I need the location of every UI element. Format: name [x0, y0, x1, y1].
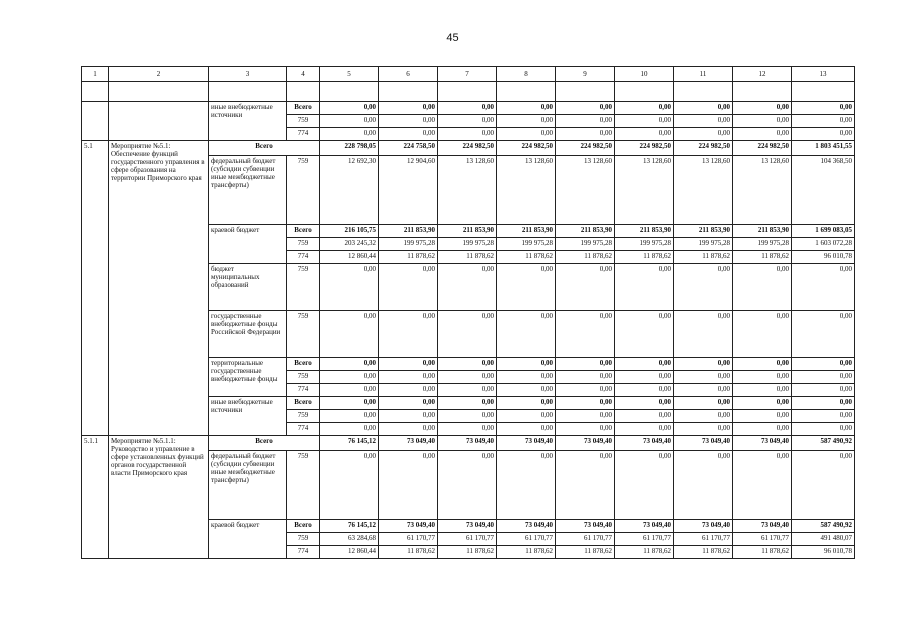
value-cell: 0,00 [320, 115, 379, 128]
value-cell: 0,00 [320, 397, 379, 410]
value-cell: 0,00 [674, 451, 733, 520]
value-cell: 0,00 [438, 311, 497, 358]
value-cell: 0,00 [320, 102, 379, 115]
code-cell: 774 [287, 251, 320, 264]
value-cell: 12 904,60 [379, 156, 438, 225]
value-cell: 0,00 [497, 423, 556, 436]
value-cell: 76 145,12 [320, 436, 379, 451]
value-cell: 0,00 [438, 128, 497, 141]
value-cell: 199 975,28 [438, 238, 497, 251]
code-cell: 774 [287, 423, 320, 436]
value-cell: 587 490,92 [792, 520, 855, 533]
value-cell: 0,00 [792, 264, 855, 311]
value-cell: 61 170,77 [556, 533, 615, 546]
value-cell: 61 170,77 [497, 533, 556, 546]
event-total-label: Всего [209, 141, 320, 156]
value-cell: 61 170,77 [615, 533, 674, 546]
event-total-row [82, 141, 855, 156]
value-cell: 211 853,90 [674, 225, 733, 238]
value-cell: 11 878,62 [438, 546, 497, 559]
value-cell: 11 878,62 [733, 546, 792, 559]
value-cell: 0,00 [379, 128, 438, 141]
value-cell: 61 170,77 [674, 533, 733, 546]
value-cell: 11 878,62 [497, 251, 556, 264]
value-cell: 211 853,90 [733, 225, 792, 238]
column-header: 2 [109, 67, 209, 82]
value-cell: 0,00 [320, 128, 379, 141]
value-cell: 1 603 072,28 [792, 238, 855, 251]
value-cell: 0,00 [438, 115, 497, 128]
value-cell: 0,00 [379, 102, 438, 115]
value-cell: 0,00 [615, 102, 674, 115]
value-cell: 0,00 [733, 371, 792, 384]
value-cell: 224 758,50 [379, 141, 438, 156]
source-label: краевой бюджет [209, 520, 287, 559]
value-cell: 0,00 [438, 102, 497, 115]
value-cell: 96 010,78 [792, 251, 855, 264]
value-cell: 0,00 [438, 264, 497, 311]
value-cell: 224 982,50 [438, 141, 497, 156]
value-cell: 0,00 [792, 384, 855, 397]
value-cell: 0,00 [674, 423, 733, 436]
column-header: 4 [287, 67, 320, 82]
value-cell: 12 860,44 [320, 251, 379, 264]
value-cell: 11 878,62 [379, 251, 438, 264]
value-cell: 0,00 [615, 451, 674, 520]
value-cell: 224 982,50 [615, 141, 674, 156]
source-label: краевой бюджет [209, 225, 287, 264]
value-cell: 0,00 [320, 264, 379, 311]
empty-cell [320, 82, 379, 102]
value-cell: 0,00 [733, 128, 792, 141]
value-cell: 11 878,62 [615, 251, 674, 264]
value-cell: 0,00 [379, 410, 438, 423]
empty-cell [287, 82, 320, 102]
value-cell: 203 245,32 [320, 238, 379, 251]
value-cell: 0,00 [674, 371, 733, 384]
value-cell: 11 878,62 [733, 251, 792, 264]
column-header: 7 [438, 67, 497, 82]
value-cell: 73 049,40 [615, 436, 674, 451]
value-cell: 0,00 [792, 311, 855, 358]
value-cell: 0,00 [379, 451, 438, 520]
value-cell: 0,00 [556, 397, 615, 410]
code-cell: Всего [287, 225, 320, 238]
budget-table [81, 66, 855, 559]
value-cell: 0,00 [379, 384, 438, 397]
value-cell: 0,00 [615, 423, 674, 436]
value-cell: 73 049,40 [615, 520, 674, 533]
value-cell: 73 049,40 [438, 520, 497, 533]
column-header: 3 [209, 67, 287, 82]
value-cell: 0,00 [379, 423, 438, 436]
empty-cell [674, 82, 733, 102]
code-cell: 774 [287, 384, 320, 397]
column-header: 5 [320, 67, 379, 82]
column-header: 1 [82, 67, 109, 82]
value-cell: 0,00 [556, 311, 615, 358]
value-cell: 0,00 [556, 423, 615, 436]
value-cell: 0,00 [497, 102, 556, 115]
value-cell: 0,00 [438, 397, 497, 410]
value-cell: 224 982,50 [556, 141, 615, 156]
column-header: 11 [674, 67, 733, 82]
value-cell: 0,00 [615, 115, 674, 128]
value-cell: 73 049,40 [497, 520, 556, 533]
value-cell: 0,00 [615, 128, 674, 141]
value-cell: 211 853,90 [438, 225, 497, 238]
value-cell: 0,00 [497, 371, 556, 384]
event-number: 5.1 [82, 141, 109, 436]
value-cell: 12 860,44 [320, 546, 379, 559]
value-cell: 13 128,60 [556, 156, 615, 225]
empty-cell [615, 82, 674, 102]
event-total-label: Всего [209, 436, 320, 451]
value-cell: 0,00 [556, 115, 615, 128]
code-cell: 774 [287, 128, 320, 141]
value-cell: 0,00 [792, 451, 855, 520]
value-cell: 12 692,30 [320, 156, 379, 225]
value-cell: 0,00 [615, 311, 674, 358]
value-cell: 0,00 [733, 451, 792, 520]
value-cell: 0,00 [438, 451, 497, 520]
source-label: иные внебюджетные источники [209, 102, 287, 141]
value-cell: 11 878,62 [379, 546, 438, 559]
value-cell: 491 480,07 [792, 533, 855, 546]
empty-cell [82, 102, 109, 141]
value-cell: 73 049,40 [733, 520, 792, 533]
value-cell: 0,00 [615, 264, 674, 311]
value-cell: 13 128,60 [497, 156, 556, 225]
code-cell: 759 [287, 115, 320, 128]
empty-cell [556, 82, 615, 102]
code-cell: 759 [287, 156, 320, 225]
value-cell: 199 975,28 [497, 238, 556, 251]
value-cell: 211 853,90 [497, 225, 556, 238]
value-cell: 73 049,40 [379, 436, 438, 451]
value-cell: 0,00 [556, 384, 615, 397]
empty-cell [438, 82, 497, 102]
empty-cell [497, 82, 556, 102]
code-cell: 759 [287, 371, 320, 384]
value-cell: 0,00 [497, 358, 556, 371]
value-cell: 0,00 [556, 358, 615, 371]
value-cell: 0,00 [674, 128, 733, 141]
code-cell: 774 [287, 546, 320, 559]
value-cell: 0,00 [615, 397, 674, 410]
value-cell: 61 170,77 [438, 533, 497, 546]
source-label: бюджет муниципальных образований [209, 264, 287, 311]
value-cell: 0,00 [497, 115, 556, 128]
value-cell: 0,00 [733, 384, 792, 397]
value-cell: 73 049,40 [674, 436, 733, 451]
value-cell: 0,00 [674, 115, 733, 128]
value-cell: 0,00 [792, 358, 855, 371]
value-cell: 0,00 [438, 423, 497, 436]
value-cell: 211 853,90 [615, 225, 674, 238]
code-cell: Всего [287, 397, 320, 410]
value-cell: 0,00 [379, 115, 438, 128]
value-cell: 0,00 [320, 311, 379, 358]
value-cell: 224 982,50 [674, 141, 733, 156]
code-cell: 759 [287, 410, 320, 423]
value-cell: 11 878,62 [556, 251, 615, 264]
value-cell: 0,00 [556, 410, 615, 423]
value-cell: 73 049,40 [379, 520, 438, 533]
value-cell: 11 878,62 [438, 251, 497, 264]
value-cell: 0,00 [615, 384, 674, 397]
value-cell: 11 878,62 [615, 546, 674, 559]
value-cell: 104 368,50 [792, 156, 855, 225]
value-cell: 0,00 [497, 311, 556, 358]
value-cell: 13 128,60 [615, 156, 674, 225]
value-cell: 0,00 [379, 371, 438, 384]
empty-cell [792, 82, 855, 102]
column-header: 10 [615, 67, 674, 82]
value-cell: 0,00 [674, 264, 733, 311]
value-cell: 0,00 [320, 410, 379, 423]
value-cell: 0,00 [438, 358, 497, 371]
value-cell: 0,00 [792, 397, 855, 410]
column-header: 6 [379, 67, 438, 82]
value-cell: 13 128,60 [438, 156, 497, 225]
table-row [82, 102, 855, 115]
value-cell: 0,00 [438, 410, 497, 423]
value-cell: 587 490,92 [792, 436, 855, 451]
event-number: 5.1.1 [82, 436, 109, 559]
value-cell: 224 982,50 [497, 141, 556, 156]
value-cell: 11 878,62 [497, 546, 556, 559]
value-cell: 224 982,50 [733, 141, 792, 156]
value-cell: 0,00 [674, 397, 733, 410]
event-total-row [82, 436, 855, 451]
value-cell: 0,00 [438, 384, 497, 397]
value-cell: 0,00 [733, 102, 792, 115]
value-cell: 0,00 [556, 371, 615, 384]
value-cell: 0,00 [733, 410, 792, 423]
value-cell: 0,00 [320, 451, 379, 520]
column-header: 9 [556, 67, 615, 82]
empty-cell [109, 102, 209, 141]
source-label: иные внебюджетные источники [209, 397, 287, 436]
code-cell: 759 [287, 264, 320, 311]
value-cell: 0,00 [733, 423, 792, 436]
value-cell: 0,00 [792, 128, 855, 141]
value-cell: 0,00 [497, 410, 556, 423]
value-cell: 11 878,62 [674, 251, 733, 264]
value-cell: 216 105,75 [320, 225, 379, 238]
event-title: Мероприятие №5.1.1: Руководство и управление в сфере установленных функций органов государственной власти Приморского края [109, 436, 209, 559]
value-cell: 0,00 [320, 358, 379, 371]
source-label: федеральный бюджет (субсидии субвенции иные межбюджетные трансферты) [209, 451, 287, 520]
value-cell: 0,00 [320, 384, 379, 397]
column-header: 8 [497, 67, 556, 82]
value-cell: 73 049,40 [438, 436, 497, 451]
value-cell: 63 284,68 [320, 533, 379, 546]
value-cell: 199 975,28 [615, 238, 674, 251]
value-cell: 211 853,90 [556, 225, 615, 238]
value-cell: 0,00 [733, 397, 792, 410]
code-cell: Всего [287, 520, 320, 533]
value-cell: 0,00 [438, 371, 497, 384]
page-number: 45 [446, 32, 459, 44]
value-cell: 73 049,40 [556, 520, 615, 533]
value-cell: 0,00 [674, 384, 733, 397]
empty-cell [209, 82, 287, 102]
empty-cell [379, 82, 438, 102]
column-header: 12 [733, 67, 792, 82]
value-cell: 0,00 [733, 115, 792, 128]
code-cell: 759 [287, 311, 320, 358]
value-cell: 0,00 [497, 384, 556, 397]
value-cell: 0,00 [320, 371, 379, 384]
event-title: Мероприятие №5.1: Обеспечение функций государственного управления в сфере образования на территории Приморского края [109, 141, 209, 436]
value-cell: 73 049,40 [674, 520, 733, 533]
value-cell: 199 975,28 [674, 238, 733, 251]
value-cell: 0,00 [497, 128, 556, 141]
value-cell: 0,00 [497, 264, 556, 311]
empty-cell [109, 82, 209, 102]
value-cell: 1 699 083,05 [792, 225, 855, 238]
code-cell: 759 [287, 533, 320, 546]
spacer-row [82, 82, 855, 102]
value-cell: 61 170,77 [379, 533, 438, 546]
value-cell: 0,00 [792, 410, 855, 423]
source-label: государственные внебюджетные фонды Российской Федерации [209, 311, 287, 358]
value-cell: 11 878,62 [556, 546, 615, 559]
value-cell: 0,00 [497, 397, 556, 410]
value-cell: 0,00 [320, 423, 379, 436]
value-cell: 13 128,60 [733, 156, 792, 225]
value-cell: 1 803 451,55 [792, 141, 855, 156]
value-cell: 0,00 [556, 128, 615, 141]
header-row [82, 67, 855, 82]
value-cell: 0,00 [733, 311, 792, 358]
value-cell: 199 975,28 [556, 238, 615, 251]
value-cell: 11 878,62 [674, 546, 733, 559]
value-cell: 211 853,90 [379, 225, 438, 238]
value-cell: 0,00 [792, 102, 855, 115]
value-cell: 0,00 [497, 451, 556, 520]
source-label: территориальные государственные внебюджетные фонды [209, 358, 287, 397]
value-cell: 0,00 [615, 410, 674, 423]
value-cell: 0,00 [379, 397, 438, 410]
value-cell: 0,00 [792, 423, 855, 436]
value-cell: 0,00 [379, 358, 438, 371]
value-cell: 0,00 [556, 451, 615, 520]
value-cell: 0,00 [615, 358, 674, 371]
code-cell: 759 [287, 238, 320, 251]
value-cell: 0,00 [379, 264, 438, 311]
code-cell: Всего [287, 102, 320, 115]
value-cell: 61 170,77 [733, 533, 792, 546]
value-cell: 0,00 [792, 115, 855, 128]
value-cell: 0,00 [733, 264, 792, 311]
value-cell: 0,00 [674, 358, 733, 371]
value-cell: 13 128,60 [674, 156, 733, 225]
value-cell: 96 010,78 [792, 546, 855, 559]
value-cell: 76 145,12 [320, 520, 379, 533]
value-cell: 199 975,28 [379, 238, 438, 251]
code-cell: 759 [287, 451, 320, 520]
value-cell: 199 975,28 [733, 238, 792, 251]
value-cell: 73 049,40 [556, 436, 615, 451]
value-cell: 73 049,40 [497, 436, 556, 451]
empty-cell [82, 82, 109, 102]
value-cell: 73 049,40 [733, 436, 792, 451]
value-cell: 0,00 [556, 102, 615, 115]
value-cell: 0,00 [674, 311, 733, 358]
value-cell: 0,00 [615, 371, 674, 384]
source-label: федеральный бюджет (субсидии субвенции иные межбюджетные трансферты) [209, 156, 287, 225]
value-cell: 0,00 [792, 371, 855, 384]
code-cell: Всего [287, 358, 320, 371]
value-cell: 0,00 [674, 102, 733, 115]
value-cell: 0,00 [379, 311, 438, 358]
value-cell: 0,00 [674, 410, 733, 423]
value-cell: 0,00 [733, 358, 792, 371]
value-cell: 0,00 [556, 264, 615, 311]
empty-cell [733, 82, 792, 102]
column-header: 13 [792, 67, 855, 82]
value-cell: 228 798,05 [320, 141, 379, 156]
